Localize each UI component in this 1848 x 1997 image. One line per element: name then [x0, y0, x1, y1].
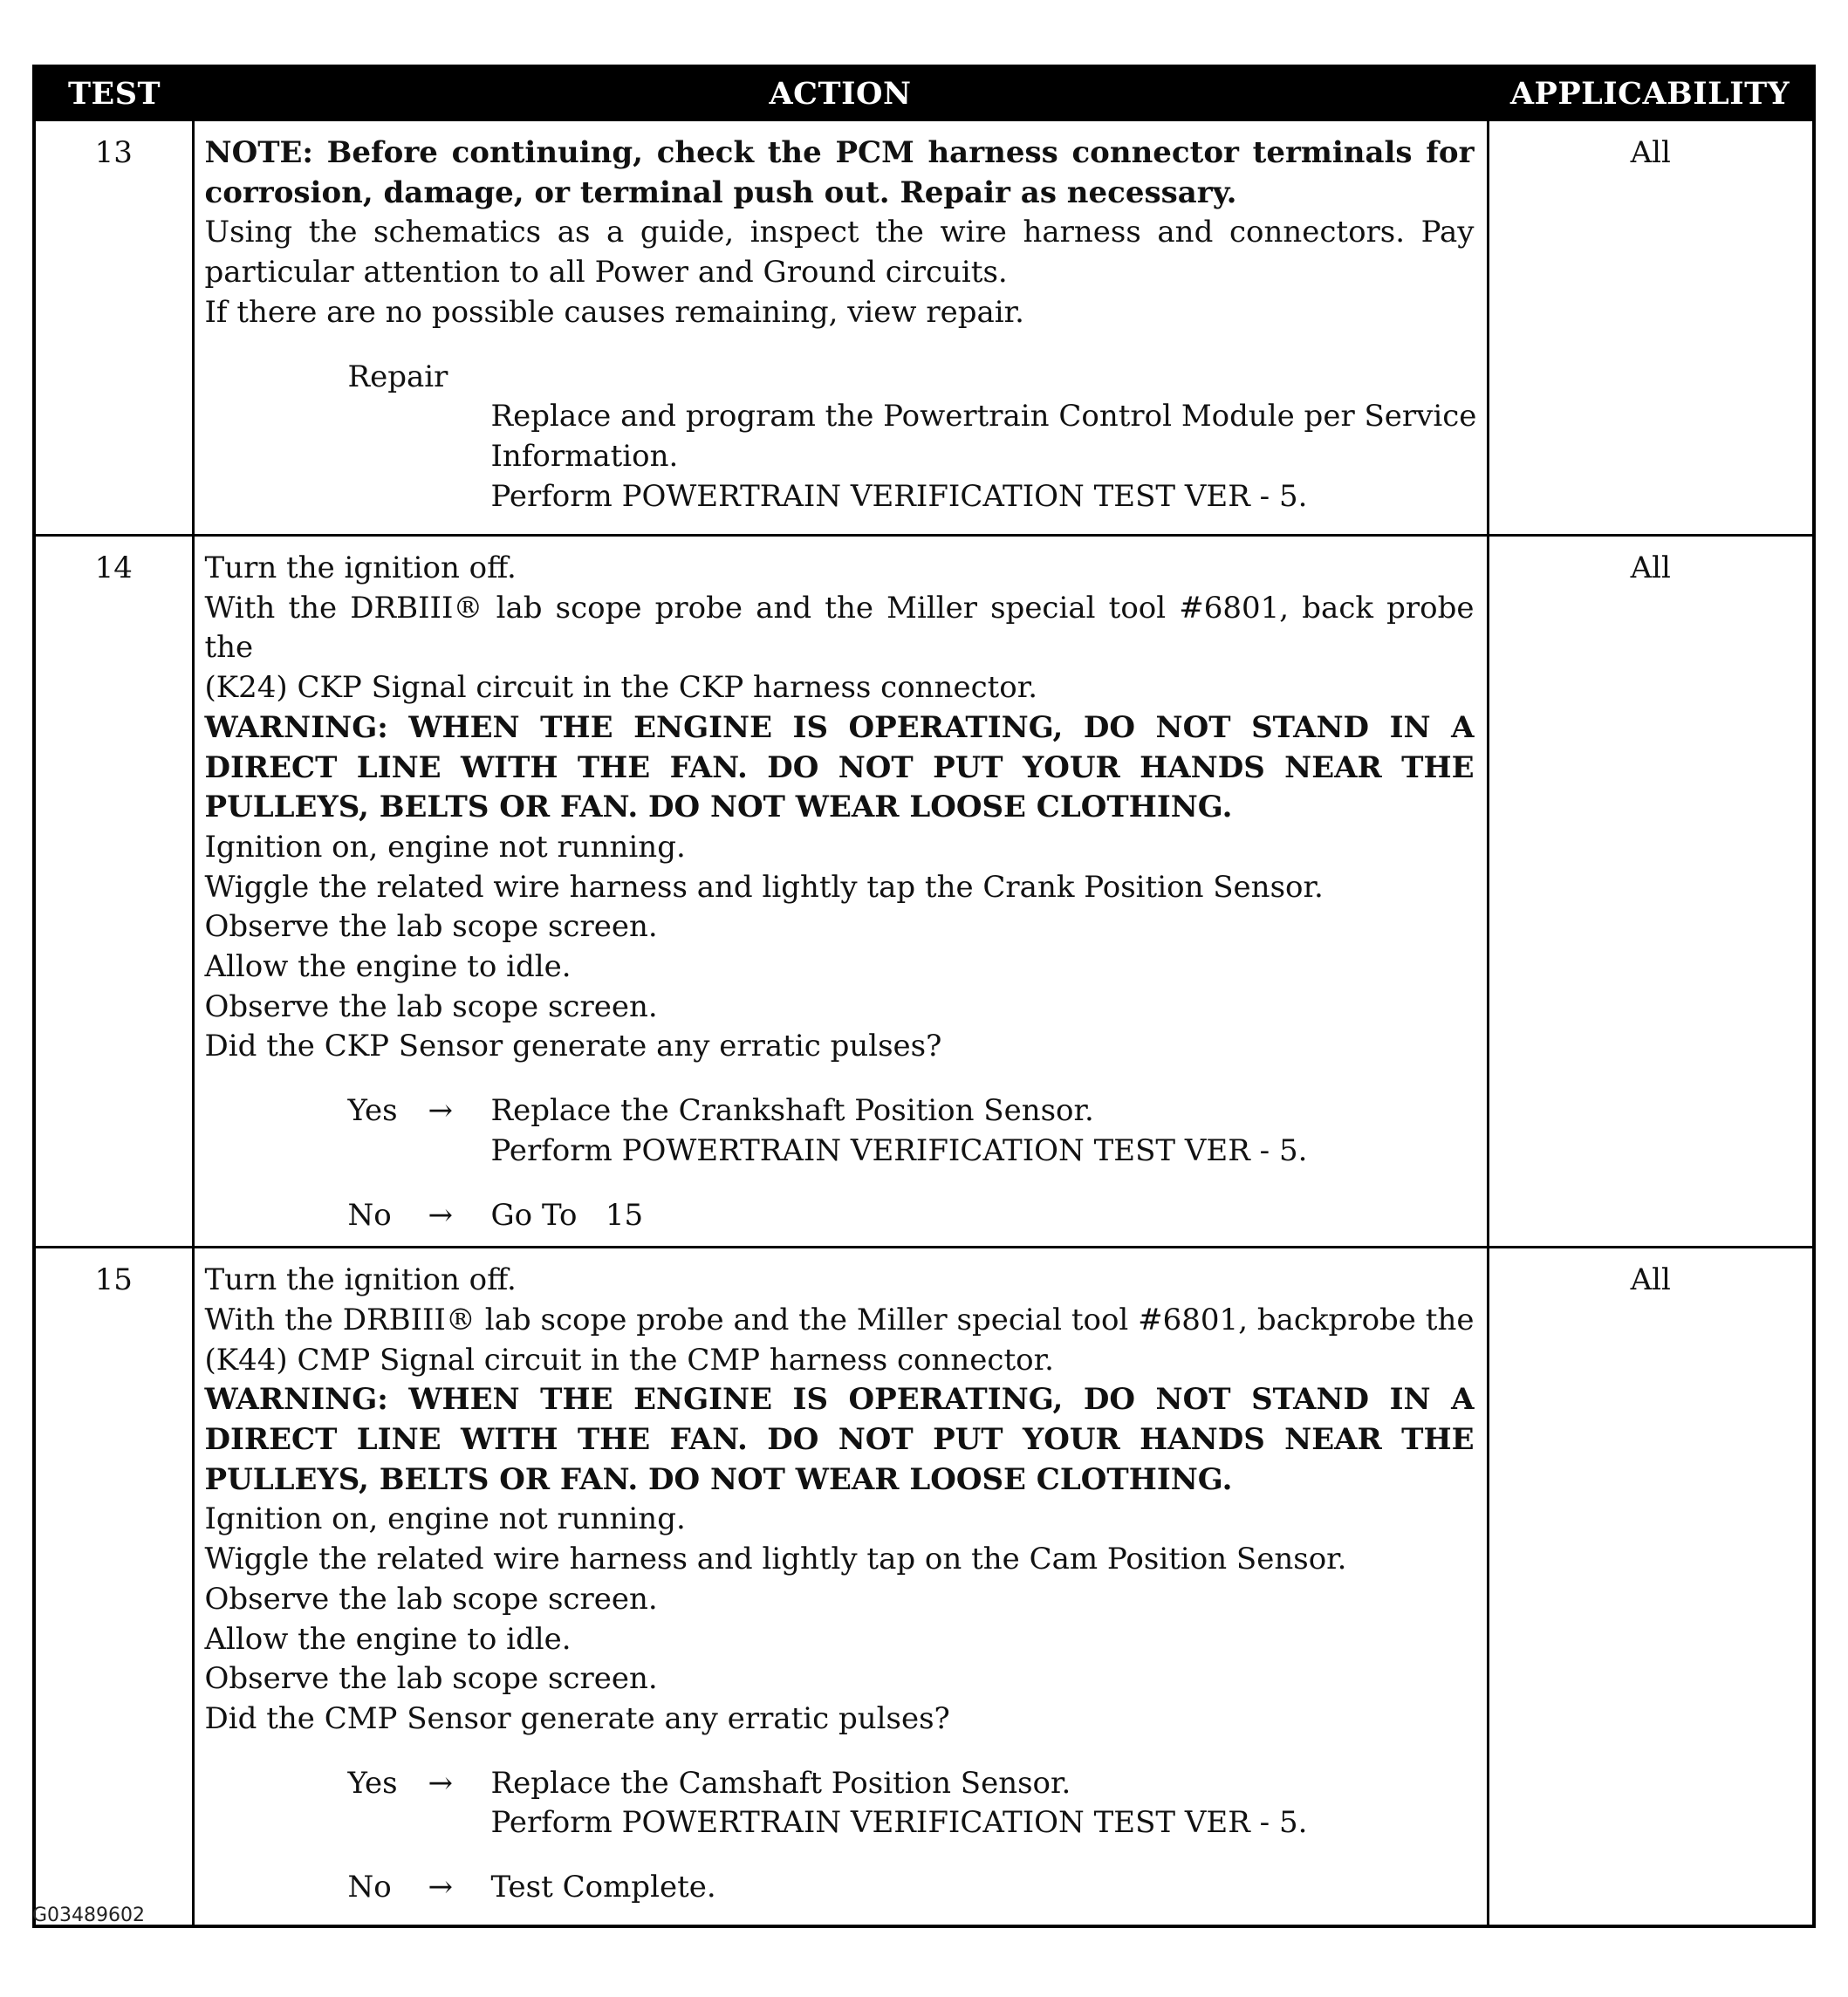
action-text: Allow the engine to idle.: [204, 949, 572, 985]
header-applicability: APPLICABILITY: [1488, 66, 1814, 120]
repair-label: Repair: [347, 359, 448, 394]
question-text: Did the CMP Sensor generate any erratic pulses?: [204, 1700, 950, 1736]
action-text: With the DRBIII® lab scope probe and the Miller special tool #6801, backprobe the: [204, 1302, 1475, 1337]
applicability-value: All: [1488, 1248, 1814, 1926]
test-number: 13: [34, 120, 193, 536]
action-text: particular attention to all Power and Ground circuits.: [204, 255, 1008, 291]
warning-text: WARNING: WHEN THE ENGINE IS OPERATING, DO NOT STAND IN A: [204, 709, 1475, 745]
action-text: Observe the lab scope screen.: [204, 1661, 658, 1697]
action-text: Observe the lab scope screen.: [204, 988, 658, 1024]
header-action: ACTION: [193, 66, 1488, 120]
note-text: corrosion, damage, or terminal push out. Repair as necessary.: [204, 174, 1237, 210]
action-text: (K24) CKP Signal circuit in the CKP harness connector.: [204, 670, 1038, 706]
no-answer: [348, 1868, 1475, 1908]
figure-id: G03489602: [32, 1905, 146, 1926]
action-text: With the DRBIII® lab scope probe and the Miller special tool #6801, back probe the: [204, 590, 1475, 666]
yes-answer: [348, 1091, 1475, 1171]
no-label: No: [347, 1870, 392, 1905]
test-number: 14: [34, 536, 193, 1248]
no-label: No: [347, 1197, 392, 1233]
warning-text: WARNING: WHEN THE ENGINE IS OPERATING, DO NOT STAND IN A: [204, 1382, 1475, 1418]
applicability-value: All: [1488, 120, 1814, 536]
table-row: [34, 1248, 1814, 1926]
table-header-row: [34, 66, 1814, 120]
warning-text: DIRECT LINE WITH THE FAN. DO NOT PUT YOUR HANDS NEAR THE: [204, 749, 1475, 785]
yes-label: Yes: [347, 1093, 398, 1129]
action-text: Allow the engine to idle.: [204, 1621, 572, 1657]
table-row: [34, 536, 1814, 1248]
yes-label: Yes: [347, 1765, 398, 1801]
question-text: Did the CKP Sensor generate any erratic pulses?: [204, 1029, 942, 1064]
repair-text: Information.: [490, 438, 679, 474]
action-text: Ignition on, engine not running.: [204, 829, 686, 865]
action-text: Ignition on, engine not running.: [204, 1501, 686, 1537]
action-text: (K44) CMP Signal circuit in the CMP harness connector.: [204, 1342, 1054, 1378]
diagnostic-test-table: [32, 65, 1816, 1928]
header-test: TEST: [34, 66, 193, 120]
action-text: Observe the lab scope screen.: [204, 1581, 658, 1617]
action-text: Wiggle the related wire harness and lightly tap on the Cam Position Sensor.: [204, 1542, 1347, 1577]
action-text: Turn the ignition off.: [204, 1262, 517, 1298]
warning-text: PULLEYS, BELTS OR FAN. DO NOT WEAR LOOSE CLOTHING.: [204, 790, 1233, 825]
no-text: Test Complete.: [490, 1870, 716, 1905]
yes-text: Perform POWERTRAIN VERIFICATION TEST VER - 5.: [490, 1132, 1308, 1168]
arrow-icon: →: [428, 1765, 453, 1801]
action-cell: [193, 536, 1488, 1248]
action-text: Turn the ignition off.: [204, 551, 517, 585]
repair-text: Perform POWERTRAIN VERIFICATION TEST VER - 5.: [490, 478, 1308, 514]
arrow-icon: →: [428, 1093, 453, 1129]
action-cell: [193, 1248, 1488, 1926]
action-text: If there are no possible causes remaining, view repair.: [204, 294, 1024, 330]
action-text: Wiggle the related wire harness and lightly tap the Crank Position Sensor.: [204, 869, 1324, 905]
yes-text: Replace the Camshaft Position Sensor.: [490, 1765, 1071, 1801]
no-answer: [348, 1196, 1475, 1236]
warning-text: DIRECT LINE WITH THE FAN. DO NOT PUT YOUR HANDS NEAR THE: [204, 1422, 1475, 1458]
yes-text: Replace the Crankshaft Position Sensor.: [490, 1093, 1094, 1129]
note-text: NOTE: Before continuing, check the PCM harness connector terminals for: [204, 135, 1475, 170]
arrow-icon: →: [428, 1197, 453, 1233]
table-row: [34, 120, 1814, 536]
yes-answer: [348, 1764, 1475, 1843]
test-number: 15: [34, 1248, 193, 1926]
no-text: Go To 15: [490, 1197, 644, 1233]
warning-text: PULLEYS, BELTS OR FAN. DO NOT WEAR LOOSE CLOTHING.: [204, 1461, 1233, 1497]
arrow-icon: →: [428, 1870, 453, 1905]
repair-text: Replace and program the Powertrain Control Module per Service: [490, 399, 1477, 434]
action-text: Using the schematics as a guide, inspect the wire harness and connectors. Pay: [204, 215, 1475, 250]
yes-text: Perform POWERTRAIN VERIFICATION TEST VER - 5.: [490, 1805, 1308, 1841]
action-cell: [193, 120, 1488, 536]
applicability-value: All: [1488, 536, 1814, 1248]
action-text: Observe the lab scope screen.: [204, 909, 658, 945]
